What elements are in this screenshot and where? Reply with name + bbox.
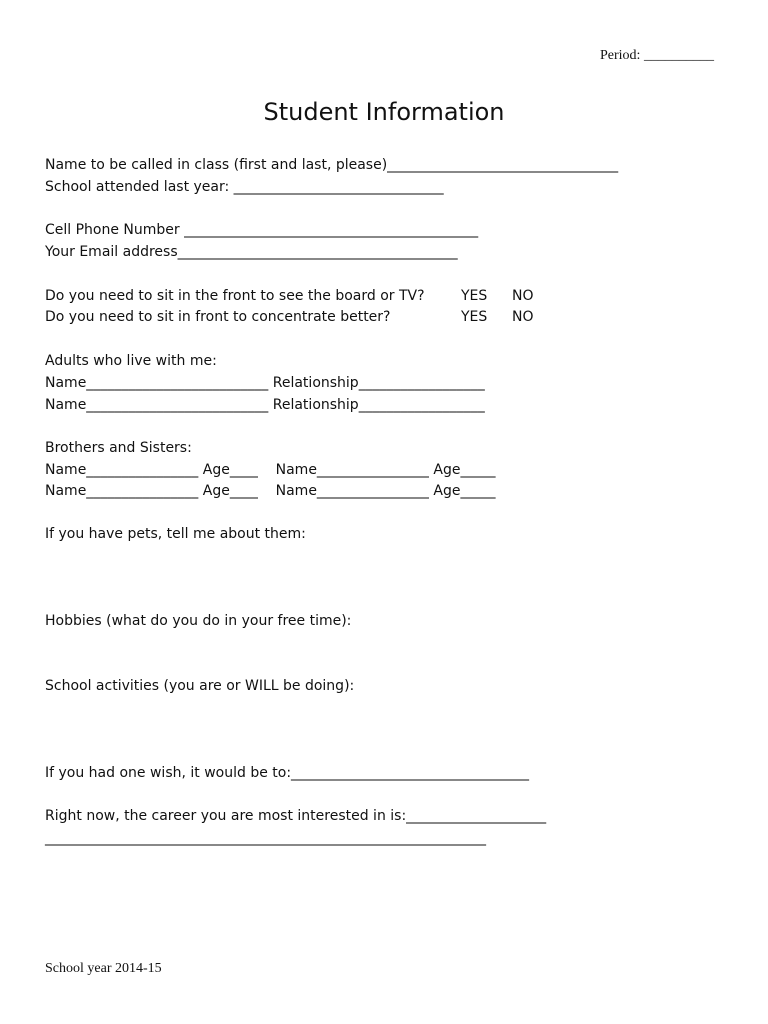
front-concentrate-no-option[interactable]: NO [512,309,534,325]
front-board-yes-option[interactable]: YES [461,288,488,304]
siblings-heading: Brothers and Sisters: [45,440,192,456]
sibling-row[interactable]: Name________________ Age____ Name________________ Age_____ [45,483,496,499]
adult-row[interactable]: Name__________________________ Relationship__________________ [45,397,485,413]
school-year-footer: School year 2014-15 [45,961,162,976]
email-field[interactable]: Your Email address________________________________________ [45,244,458,260]
career-field[interactable]: Right now, the career you are most interested in is:____________________ [45,808,547,824]
wish-field[interactable]: If you had one wish, it would be to:__________________________________ [45,765,530,781]
period-field[interactable]: Period: __________ [600,48,714,63]
front-concentrate-yes-option[interactable]: YES [461,309,488,325]
sibling-row[interactable]: Name________________ Age____ Name________________ Age_____ [45,462,496,478]
page-title: Student Information [263,98,505,126]
school-last-year-field[interactable]: School attended last year: ______________________________ [45,179,444,195]
hobbies-prompt: Hobbies (what do you do in your free time): [45,613,352,629]
cell-phone-field[interactable]: Cell Phone Number __________________________________________ [45,222,479,238]
name-field[interactable]: Name to be called in class (first and last, please)_________________________________ [45,157,619,173]
adult-row[interactable]: Name__________________________ Relationship__________________ [45,375,485,391]
career-continuation-line[interactable]: _______________________________________________________________ [45,830,486,846]
pets-prompt: If you have pets, tell me about them: [45,526,306,542]
activities-prompt: School activities (you are or WILL be doing): [45,678,355,694]
front-concentrate-question: Do you need to sit in front to concentrate better? [45,309,391,325]
adults-heading: Adults who live with me: [45,353,217,369]
front-board-question: Do you need to sit in the front to see the board or TV? [45,288,425,304]
front-board-no-option[interactable]: NO [512,288,534,304]
